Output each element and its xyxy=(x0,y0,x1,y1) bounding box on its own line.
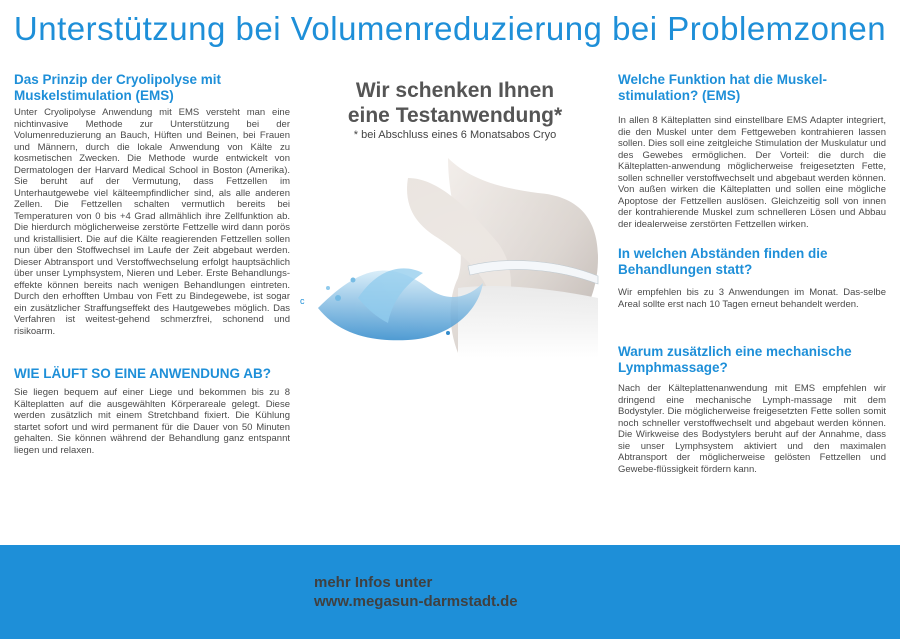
offer-note: * bei Abschluss eines 6 Monatsabos Cryo xyxy=(353,129,557,141)
offer-line-2: eine Testanwendung* xyxy=(347,104,563,127)
offer-line-1: Wir schenken Ihnen xyxy=(355,79,555,102)
footer-text xyxy=(314,573,518,611)
section-text-cryolipolyse: Unter Cryolipolyse Anwendung mit EMS versteht man eine nichtinvasive Methode zur Unterstützung bei der Volumenreduzierung an Bauch, Hüften und Beinen, bei Frauen und Männern, durch die lokale Anwendung von Kälte zu kosmetischen Zwecken. Die Methode wurde entwickelt von Dermatologen der Harvard Medical School in Boston (Amerika). Sie beruht auf der Vermutung, dass Fettzellen im Unterhautgewebe viel kälteempfindlicher sind, als alle anderen Zellen. Die Fettzellen schalten vermutlich bereits bei Temperaturen von 0 bis +4 Grad allmählich ihre Zellfunktion ab. Die hierdurch möglicherweise zerstörte Fettzelle wird dann porös und kristallisiert. Die auf die Kälte reagierenden Fettzellen sollen nun über den Stoffwechsel im Laufe der Zeit abgebaut werden. Dieser Abtransport und Verstoffwechselung erfolgt hauptsächlich über unser Lymphsystem, Nieren und Leber. Erste Behandlungs-effekte können bereits nach wenigen Behandlungen eintreten. Durch den erhofften Umbau von Fett zu Bindegewebe, ist sogar ein zusätzlicher Straffungseffekt des Hautgewebes möglich. Das Verfahren ist weitest-gehend schmerzfrei, schonend und risikoarm. xyxy=(14,107,290,337)
footer-info-label: mehr Infos unter xyxy=(314,574,433,591)
section-heading-ems: Welche Funktion hat die Muskel-stimulation? (EMS) xyxy=(618,72,828,103)
right-column xyxy=(618,72,886,475)
section-text-intervals: Wir empfehlen bis zu 3 Anwendungen im Monat. Das-selbe Areal sollte erst nach 10 Tagen erneut behandelt werden. xyxy=(618,287,886,310)
section-heading-cryolipolyse: Das Prinzip der Cryolipolyse mit Muskelstimulation (EMS) xyxy=(14,72,222,103)
section-heading-intervals: In welchen Abständen finden die Behandlungen statt? xyxy=(618,246,828,277)
woman-body-photo xyxy=(298,148,608,358)
footer-website-link[interactable]: www.megasun-darmstadt.de xyxy=(314,593,518,610)
section-text-procedure: Sie liegen bequem auf einer Liege und bekommen bis zu 8 Kälteplatten auf die ausgewählten Körperareale gelegt. Diese werden zusätzlich mit einem Stretchband fixiert. Die Kühlung startet sofort und wird permanent für die Dauer von 50 Minuten gehalten. Sie können während der Behandlung ganz entspannt liegen und relaxen. xyxy=(14,387,290,456)
offer-block xyxy=(305,72,605,141)
section-text-ems: In allen 8 Kälteplatten sind einstellbare EMS Adapter integriert, die den Muskel unter dem Fettgeweben kontrahieren lassen sollen. Dies soll eine zeitgleiche Stimulation der Muskulatur und des Gewebes ermöglichen. Der Vorteil: die durch die Kälteplatten-anwendung möglicherweise freigesetzten Fette, sollen schneller verstoffwechselt und abgebaut werden können. Von außen wirken die Kälteplatten und sollen eine mögliche Apoptose der Fettzellen auslösen. Gleichzeitig soll von innen der kontrahierende Muskel zum schnelleren Lösen und Abbau der idealerweise zerstörten Fettzellen wirken. xyxy=(618,115,886,230)
page-title: Unterstützung bei Volumenreduzierung bei Problemzonen xyxy=(13,10,887,47)
footer-band xyxy=(0,545,900,639)
left-column xyxy=(14,72,290,456)
decor-mark: c xyxy=(300,296,305,306)
section-text-lymph: Nach der Kälteplattenanwendung mit EMS empfehlen wir dringend eine mechanische Lymph-massage mit dem Bodystyler. Die möglicherweise freigesetzten Fette sollen somit noch schneller verstoffwechselt und abgebaut werden können. Die Wirkweise des Bodystylers beruht auf der Annahme, dass sie unser Lymphsystem aktiviert und den maximalen Abtransport der möglicherweise gelösten Fettzellen und Gewebe-flüssigkeit fördern kann. xyxy=(618,383,886,475)
section-heading-lymph: Warum zusätzlich eine mechanische Lymphmassage? xyxy=(618,344,852,375)
section-heading-procedure: WIE LÄUFT SO EINE ANWENDUNG AB? xyxy=(14,366,271,381)
